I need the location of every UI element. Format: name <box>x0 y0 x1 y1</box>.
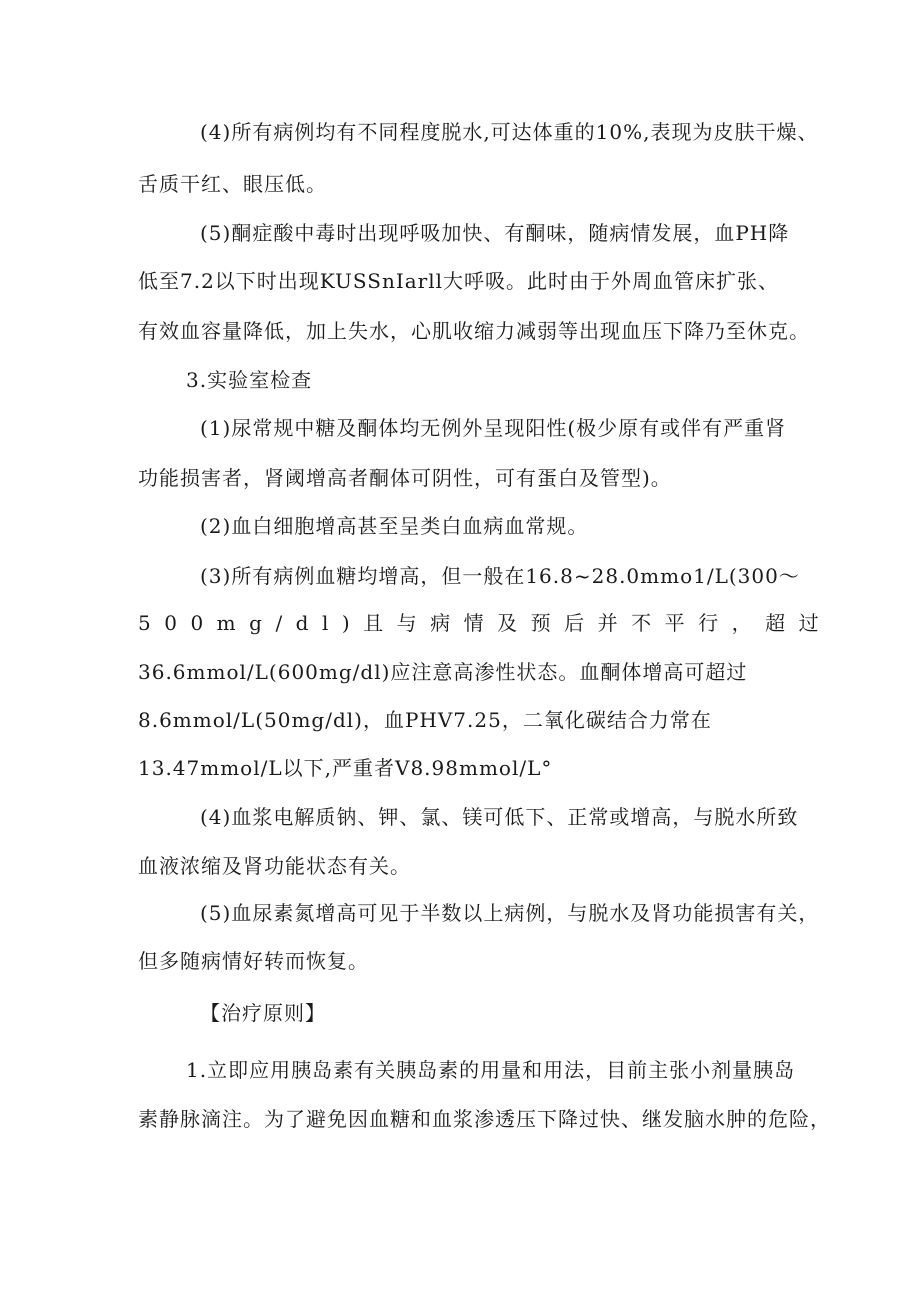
paragraph-line: 有效血容量降低，加上失水，心肌收缩力减弱等出现血压下降乃至休克。 <box>138 319 810 343</box>
paragraph-line: 血液浓缩及肾功能状态有关。 <box>138 854 411 878</box>
paragraph-line: 36.6mmol/L(600mg/dl)应注意高渗性状态。血酮体增高可超过 <box>138 660 748 684</box>
paragraph-line: 功能损害者，肾阈增高者酮体可阴性，可有蛋白及管型)。 <box>138 466 672 490</box>
section-heading: 【治疗原则】 <box>200 1001 326 1025</box>
paragraph-line: 素静脉滴注。为了避免因血糖和血浆渗透压下降过快、继发脑水肿的危险， <box>138 1107 831 1131</box>
paragraph-line: (5)血尿素氮增高可见于半数以上病例，与脱水及肾功能损害有关， <box>200 901 820 925</box>
paragraph-line: (3)所有病例血糖均增高，但一般在16.8~28.0mmo1/L(300～ <box>200 564 800 588</box>
paragraph-line: 低至7.2以下时出现KUSSnIarll大呼吸。此时由于外周血管床扩张、 <box>138 269 779 293</box>
paragraph-line: 舌质干红、眼压低。 <box>138 172 327 196</box>
paragraph-line: 1.立即应用胰岛素有关胰岛素的用量和用法，目前主张小剂量胰岛 <box>186 1058 796 1082</box>
paragraph-line: 8.6mmol/L(50mg/dl)，血PHV7.25，二氧化碳结合力常在 <box>138 708 712 732</box>
paragraph-line: 但多随病情好转而恢复。 <box>138 949 369 973</box>
paragraph-line: 13.47mmol/L以下,严重者V8.98mmol/L° <box>138 756 553 780</box>
paragraph-line: (2)血白细胞增高甚至呈类白血病血常规。 <box>200 514 589 538</box>
paragraph-line: (4)所有病例均有不同程度脱水,可达体重的10%,表现为皮肤干燥、 <box>200 120 819 144</box>
section-heading: 3.实验室检查 <box>186 368 313 392</box>
paragraph-line: 500mg/dl)且与病情及预后并不平行，超过 <box>138 611 833 635</box>
paragraph-line: (4)血浆电解质钠、钾、氯、镁可低下、正常或增高，与脱水所致 <box>200 805 799 829</box>
paragraph-line: (5)酮症酸中毒时出现呼吸加快、有酮味，随病情发展，血PH降 <box>200 221 790 245</box>
paragraph-line: (1)尿常规中糖及酮体均无例外呈现阳性(极少原有或伴有严重肾 <box>200 416 787 440</box>
